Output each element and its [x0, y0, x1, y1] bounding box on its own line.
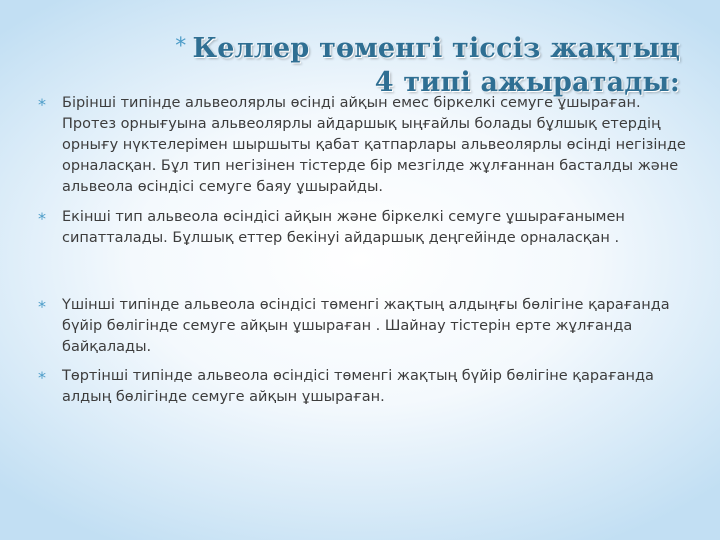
bullet-item-3	[38, 295, 688, 358]
bullet-icon: *	[38, 95, 46, 114]
bullet-item-1	[38, 93, 688, 198]
title-bullet-icon: *	[175, 34, 187, 59]
bullet-item-2	[38, 207, 688, 249]
slide-title-text: Келлер төменгі тіссіз жақтың 4 типі ажыратады:	[192, 33, 680, 98]
slide-title	[150, 30, 680, 100]
bullet-text-1: Бірінші типінде альвеолярлы өсінді айқын емес біркелкі семуге ұшыраған. Протез орнығуына альвеолярлы айдаршық ыңғайлы болады бұлшық етердің орнығу нүктелерімен шыршыты қабат қатпарлары альвеолярлы өсінді негізінде орналасқан. Бұл тип негізінен тістерде бір мезгілде жұлғаннан басталды және альвеола өсіндісі семуге баяу ұшырайды.	[62, 95, 686, 195]
bullet-text-2: Екінші тип альвеола өсіндісі айқын және біркелкі семуге ұшырағанымен сипатталады. Бұлшық еттер бекінуі айдаршық деңгейінде орналасқан .	[62, 209, 625, 246]
bullet-icon: *	[38, 209, 46, 228]
bullet-text-3: Үшінші типінде альвеола өсіндісі төменгі жақтың алдыңғы бөлігіне қарағанда бүйір бөлігінде семуге айқын ұшыраған . Шайнау тістерін ерте жұлғанда байқалады.	[62, 297, 670, 355]
bullet-icon: *	[38, 368, 46, 387]
bullet-icon: *	[38, 297, 46, 316]
slide-content	[38, 93, 688, 408]
bullet-item-4	[38, 366, 688, 408]
bullet-text-4: Төртінші типінде альвеола өсіндісі төменгі жақтың бүйір бөлігіне қарағанда алдың бөлігінде семуге айқын ұшыраған.	[62, 368, 654, 405]
